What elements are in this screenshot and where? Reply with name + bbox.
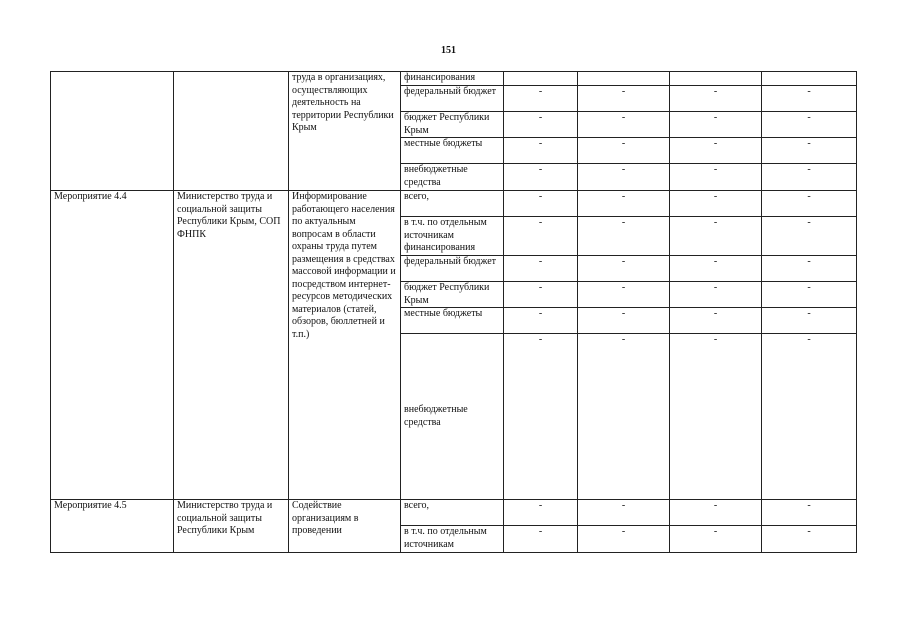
value-cell: - — [578, 500, 670, 526]
value-cell: - — [504, 282, 578, 308]
value-cell: - — [670, 217, 762, 256]
value-cell: - — [670, 138, 762, 164]
value-cell — [578, 72, 670, 86]
value-cell: - — [578, 334, 670, 500]
source-cell: внебюджетные средства — [401, 164, 504, 191]
source-cell: бюджет Республики Крым — [401, 112, 504, 138]
source-cell: федеральный бюджет — [401, 86, 504, 112]
value-cell: - — [670, 164, 762, 191]
executor-cell: Министерство труда и социальной защиты Республики Крым — [174, 500, 289, 553]
value-cell: - — [762, 86, 857, 112]
measure-cell: Мероприятие 4.5 — [51, 500, 174, 553]
value-cell: - — [762, 112, 857, 138]
value-cell: - — [504, 191, 578, 217]
value-cell — [670, 72, 762, 86]
value-cell: - — [762, 500, 857, 526]
value-cell: - — [762, 217, 857, 256]
value-cell: - — [504, 112, 578, 138]
value-cell — [504, 72, 578, 86]
measure-cell — [51, 72, 174, 191]
value-cell: - — [670, 500, 762, 526]
value-cell: - — [762, 308, 857, 334]
table-row — [51, 191, 857, 217]
description-cell: Содействие организациям в проведении — [289, 500, 401, 553]
value-cell: - — [578, 112, 670, 138]
table-row — [51, 72, 857, 86]
value-cell: - — [670, 86, 762, 112]
value-cell: - — [578, 191, 670, 217]
source-cell: финансирования — [401, 72, 504, 86]
value-cell — [762, 72, 857, 86]
value-cell: - — [670, 526, 762, 553]
value-cell: - — [762, 334, 857, 500]
value-cell: - — [578, 217, 670, 256]
value-cell: - — [670, 256, 762, 282]
value-cell: - — [578, 256, 670, 282]
description-cell: Информирование работающего населения по актуальным вопросам в области охраны труда путем размещения в средствах массовой информации и посредством интернет-ресурсов методических материалов (статей, обзоров, бюллетней и т.п.) — [289, 191, 401, 500]
value-cell: - — [762, 282, 857, 308]
value-cell: - — [762, 526, 857, 553]
value-cell: - — [670, 308, 762, 334]
budget-table — [50, 71, 857, 553]
value-cell: - — [504, 217, 578, 256]
value-cell: - — [504, 138, 578, 164]
value-cell: - — [670, 112, 762, 138]
value-cell: - — [762, 164, 857, 191]
source-cell: в т.ч. по отдельным источникам финансирования — [401, 217, 504, 256]
value-cell: - — [670, 191, 762, 217]
value-cell: - — [578, 86, 670, 112]
value-cell: - — [504, 308, 578, 334]
value-cell: - — [578, 138, 670, 164]
value-cell: - — [578, 526, 670, 553]
value-cell: - — [504, 86, 578, 112]
source-cell: внебюджетные средства — [401, 334, 504, 500]
value-cell: - — [504, 334, 578, 500]
source-cell: федеральный бюджет — [401, 256, 504, 282]
source-cell: бюджет Республики Крым — [401, 282, 504, 308]
value-cell: - — [504, 164, 578, 191]
value-cell: - — [504, 256, 578, 282]
value-cell: - — [762, 191, 857, 217]
page-number: 151 — [441, 45, 456, 56]
source-cell: местные бюджеты — [401, 138, 504, 164]
measure-cell: Мероприятие 4.4 — [51, 191, 174, 500]
executor-cell: Министерство труда и социальной защиты Республики Крым, СОП ФНПК — [174, 191, 289, 500]
value-cell: - — [504, 500, 578, 526]
value-cell: - — [670, 282, 762, 308]
executor-cell — [174, 72, 289, 191]
value-cell: - — [762, 138, 857, 164]
value-cell: - — [504, 526, 578, 553]
value-cell: - — [578, 164, 670, 191]
value-cell: - — [578, 282, 670, 308]
description-cell: труда в организациях, осуществляющих деятельность на территории Республики Крым — [289, 72, 401, 191]
table-row — [51, 500, 857, 526]
source-cell: всего, — [401, 500, 504, 526]
source-cell: в т.ч. по отдельным источникам — [401, 526, 504, 553]
value-cell: - — [762, 256, 857, 282]
value-cell: - — [670, 334, 762, 500]
source-cell: местные бюджеты — [401, 308, 504, 334]
value-cell: - — [578, 308, 670, 334]
source-cell: всего, — [401, 191, 504, 217]
